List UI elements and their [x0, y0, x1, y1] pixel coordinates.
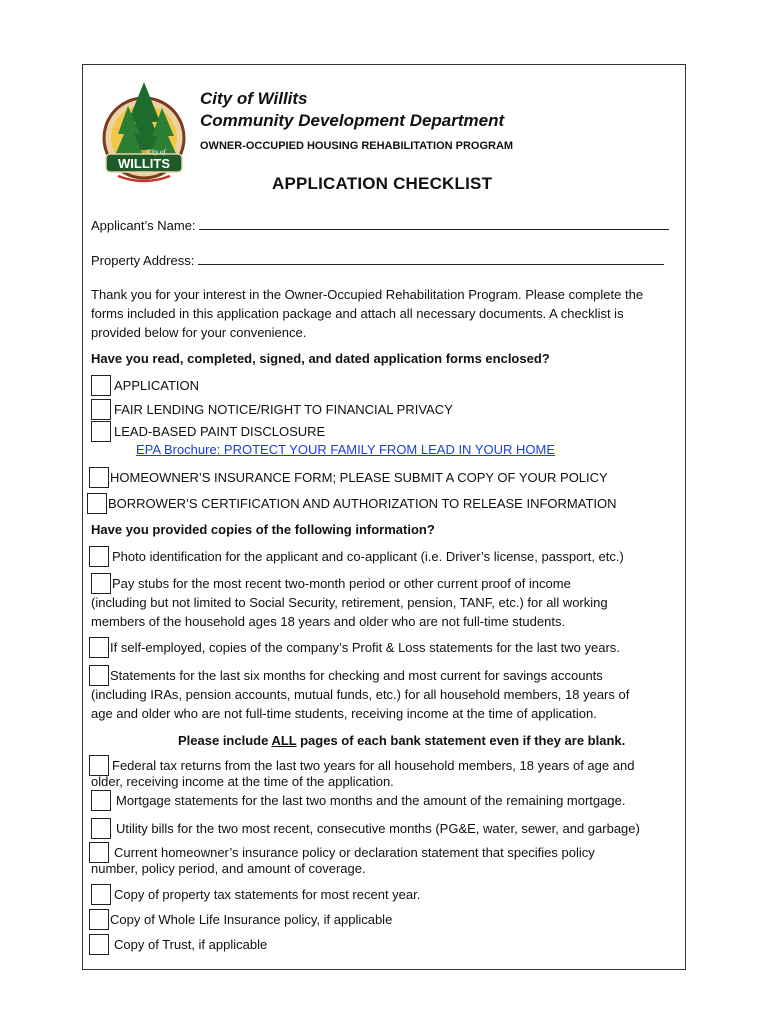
item-statements-2: (including IRAs, pension accounts, mutual funds, etc.) for all household members, 18 years of [91, 687, 630, 702]
epa-brochure-link[interactable]: EPA Brochure: PROTECT YOUR FAMILY FROM LEAD IN YOUR HOME [136, 442, 555, 457]
bank-statement-note: Please include ALL pages of each bank statement even if they are blank. [178, 733, 626, 748]
city-logo [98, 78, 190, 188]
item-tax-1: Federal tax returns from the last two years for all household members, 18 years of age and [112, 758, 635, 773]
department-name: Community Development Department [200, 111, 505, 130]
checkbox-insurance-form[interactable] [89, 467, 109, 488]
item-mortgage: Mortgage statements for the last two months and the amount of the remaining mortgage. [116, 793, 626, 808]
item-tax-2: older, receiving income at the time of the application. [91, 774, 394, 789]
item-statements-3: age and older who are not full-time students, receiving income at the time of application. [91, 706, 597, 721]
logo-text: WILLITS [118, 156, 170, 171]
checkbox-tax-returns[interactable] [89, 755, 109, 776]
logo-script: City of [146, 148, 166, 156]
program-name: OWNER-OCCUPIED HOUSING REHABILITATION PROGRAM [200, 140, 514, 152]
checkbox-homeowner-policy[interactable] [89, 842, 109, 863]
item-pay-stubs-2: (including but not limited to Social Security, retirement, pension, TANF, etc.) for all working [91, 595, 608, 610]
intro-line-2: forms included in this application package and attach all necessary documents. A checklist is [91, 306, 624, 321]
item-trust: Copy of Trust, if applicable [114, 937, 268, 952]
checkbox-trust[interactable] [89, 934, 109, 955]
city-name: City of Willits [200, 89, 308, 108]
checkbox-mortgage[interactable] [91, 790, 111, 811]
property-address-label: Property Address: [91, 253, 195, 268]
item-pay-stubs-1: Pay stubs for the most recent two-month period or other current proof of income [112, 576, 571, 591]
item-photo-id: Photo identification for the applicant and co-applicant (i.e. Driver’s license, passport, etc.) [112, 549, 624, 564]
item-fair-lending: FAIR LENDING NOTICE/RIGHT TO FINANCIAL PRIVACY [114, 402, 453, 417]
item-insurance-form: HOMEOWNER’S INSURANCE FORM; PLEASE SUBMIT A COPY OF YOUR POLICY [110, 470, 608, 485]
item-utility: Utility bills for the two most recent, consecutive months (PG&E, water, sewer, and garbage) [116, 821, 640, 836]
checkbox-bank-statements[interactable] [89, 665, 109, 686]
checkbox-whole-life[interactable] [89, 909, 109, 930]
item-borrower-cert: BORROWER’S CERTIFICATION AND AUTHORIZATION TO RELEASE INFORMATION [108, 496, 617, 511]
item-lead-paint: LEAD-BASED PAINT DISCLOSURE [114, 424, 326, 439]
item-self-employed: If self-employed, copies of the company’s Profit & Loss statements for the last two years. [110, 640, 620, 655]
applicant-name-label: Applicant’s Name: [91, 218, 196, 233]
checkbox-fair-lending[interactable] [91, 399, 111, 420]
checkbox-photo-id[interactable] [89, 546, 109, 567]
item-property-tax: Copy of property tax statements for most recent year. [114, 887, 421, 902]
checkbox-self-employed[interactable] [89, 637, 109, 658]
item-statements-1: Statements for the last six months for checking and most current for savings accounts [110, 668, 603, 683]
checkbox-property-tax[interactable] [91, 884, 111, 905]
item-application: APPLICATION [114, 378, 200, 393]
item-insurance-2: number, policy period, and amount of coverage. [91, 861, 366, 876]
section1-heading: Have you read, completed, signed, and dated application forms enclosed? [91, 351, 550, 366]
checkbox-borrower-cert[interactable] [87, 493, 107, 514]
intro-line-1: Thank you for your interest in the Owner-Occupied Rehabilitation Program. Please complete the [91, 287, 644, 302]
checkbox-application[interactable] [91, 375, 111, 396]
checkbox-utility[interactable] [91, 818, 111, 839]
applicant-name-field[interactable] [199, 216, 669, 230]
property-address-field[interactable] [198, 251, 664, 265]
page-title: APPLICATION CHECKLIST [272, 174, 493, 193]
item-pay-stubs-3: members of the household ages 18 years and older who are not full-time students. [91, 614, 566, 629]
checkbox-pay-stubs[interactable] [91, 573, 111, 594]
intro-line-3: provided below for your convenience. [91, 325, 307, 340]
checkbox-lead-paint[interactable] [91, 421, 111, 442]
item-insurance-1: Current homeowner’s insurance policy or declaration statement that specifies policy [114, 845, 595, 860]
section2-heading: Have you provided copies of the following information? [91, 522, 435, 537]
item-whole-life: Copy of Whole Life Insurance policy, if applicable [110, 912, 393, 927]
emphasis-all: ALL [271, 733, 297, 748]
